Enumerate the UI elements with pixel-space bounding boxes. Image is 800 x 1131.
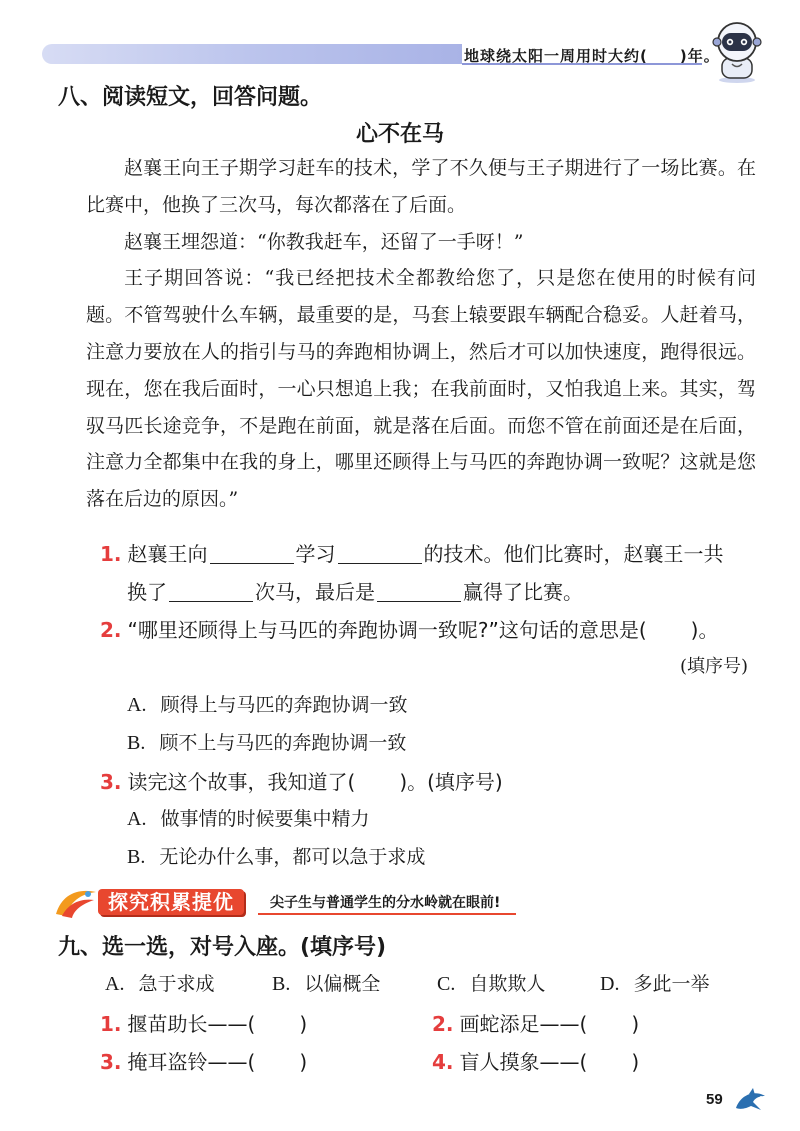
idiom-item-2: 2. 画蛇添足——( ) [432, 1012, 640, 1036]
answer-blank[interactable] [210, 541, 294, 564]
answer-blank[interactable] [377, 579, 461, 602]
question-number: 2. [100, 618, 122, 642]
header-tip: 地球绕太阳一周用时大约( )年。 [464, 47, 720, 65]
story-paragraph: 赵襄王向王子期学习赶车的技术，学了不久便与王子期进行了一场比赛。在比赛中，他换了三次马，每次都落在了后面。 [86, 157, 756, 216]
astronaut-mascot-icon [702, 14, 772, 84]
question-1-line-2: 换了 次马，最后是 赢得了比赛。 [127, 580, 583, 604]
idiom-item-1: 1. 揠苗助长——( ) [100, 1012, 308, 1036]
choice-b: B. 以偏概全 [272, 973, 381, 995]
idiom-item-4: 4. 盲人摸象——( ) [432, 1050, 640, 1074]
choice-d: D. 多此一举 [600, 973, 710, 995]
question-1-line-1: 1. 赵襄王向 学习 的技术。他们比赛时，赵襄王一共 [100, 542, 724, 566]
story-paragraph: 赵襄王埋怨道：“你教我赶车，还留了一手呀！” [124, 230, 524, 253]
dolphin-icon [733, 1086, 769, 1116]
story-paragraph: 王子期回答说：“我已经把技术全都教给您了，只是您在使用的时候有问题。不管驾驶什么车辆，最重要的是，马套上辕要跟车辆配合稳妥。人赶着马，注意力要放在人的指引与马的奔跑相协调上，然后才可以加快速度，跑得很远。现在，您在我后面时，一心只想追上我；在我前面时，又怕我追上来。其实，驾驭马匹长途竞争，不是跑在前面，就是落在后面。而您不管在前面还是在后面，注意力全都集中在我的身上，哪里还顾得上与马匹的奔跑协调一致呢？这就是您落在后边的原因。” [86, 267, 756, 511]
answer-blank[interactable] [338, 541, 422, 564]
question-3: 3. 读完这个故事，我知道了( )。(填序号) [100, 770, 503, 794]
section-8-title: 八、阅读短文，回答问题。 [58, 85, 323, 110]
banner-slogan: 尖子生与普通学生的分水岭就在眼前! [270, 895, 501, 911]
answer-blank[interactable] [169, 579, 253, 602]
story-title: 心不在马 [355, 122, 444, 147]
story-body [86, 150, 756, 518]
option-a: A. 做事情的时候要集中精力 [127, 808, 370, 830]
option-b: B. 顾不上与马匹的奔跑协调一致 [127, 732, 407, 754]
header-band [42, 44, 462, 64]
fill-number-note: (填序号) [679, 656, 748, 677]
option-a: A. 顾得上与马匹的奔跑协调一致 [127, 694, 408, 716]
choice-a: A. 急于求成 [105, 973, 215, 995]
question-number: 1. [100, 542, 122, 566]
idiom-item-3: 3. 掩耳盗铃——( ) [100, 1050, 308, 1074]
section-9-title: 九、选一选，对号入座。(填序号) [58, 935, 387, 960]
banner-underline [258, 913, 516, 915]
page-number: 59 [706, 1091, 723, 1108]
question-2: 2. “哪里还顾得上与马匹的奔跑协调一致呢?”这句话的意思是( )。 [100, 618, 719, 642]
swoosh-logo-icon [52, 884, 98, 920]
choice-c: C. 自欺欺人 [437, 973, 546, 995]
question-number: 3. [100, 770, 122, 794]
option-b: B. 无论办什么事，都可以急于求成 [127, 846, 426, 868]
section-banner-label: 探究积累提优 [98, 889, 244, 915]
